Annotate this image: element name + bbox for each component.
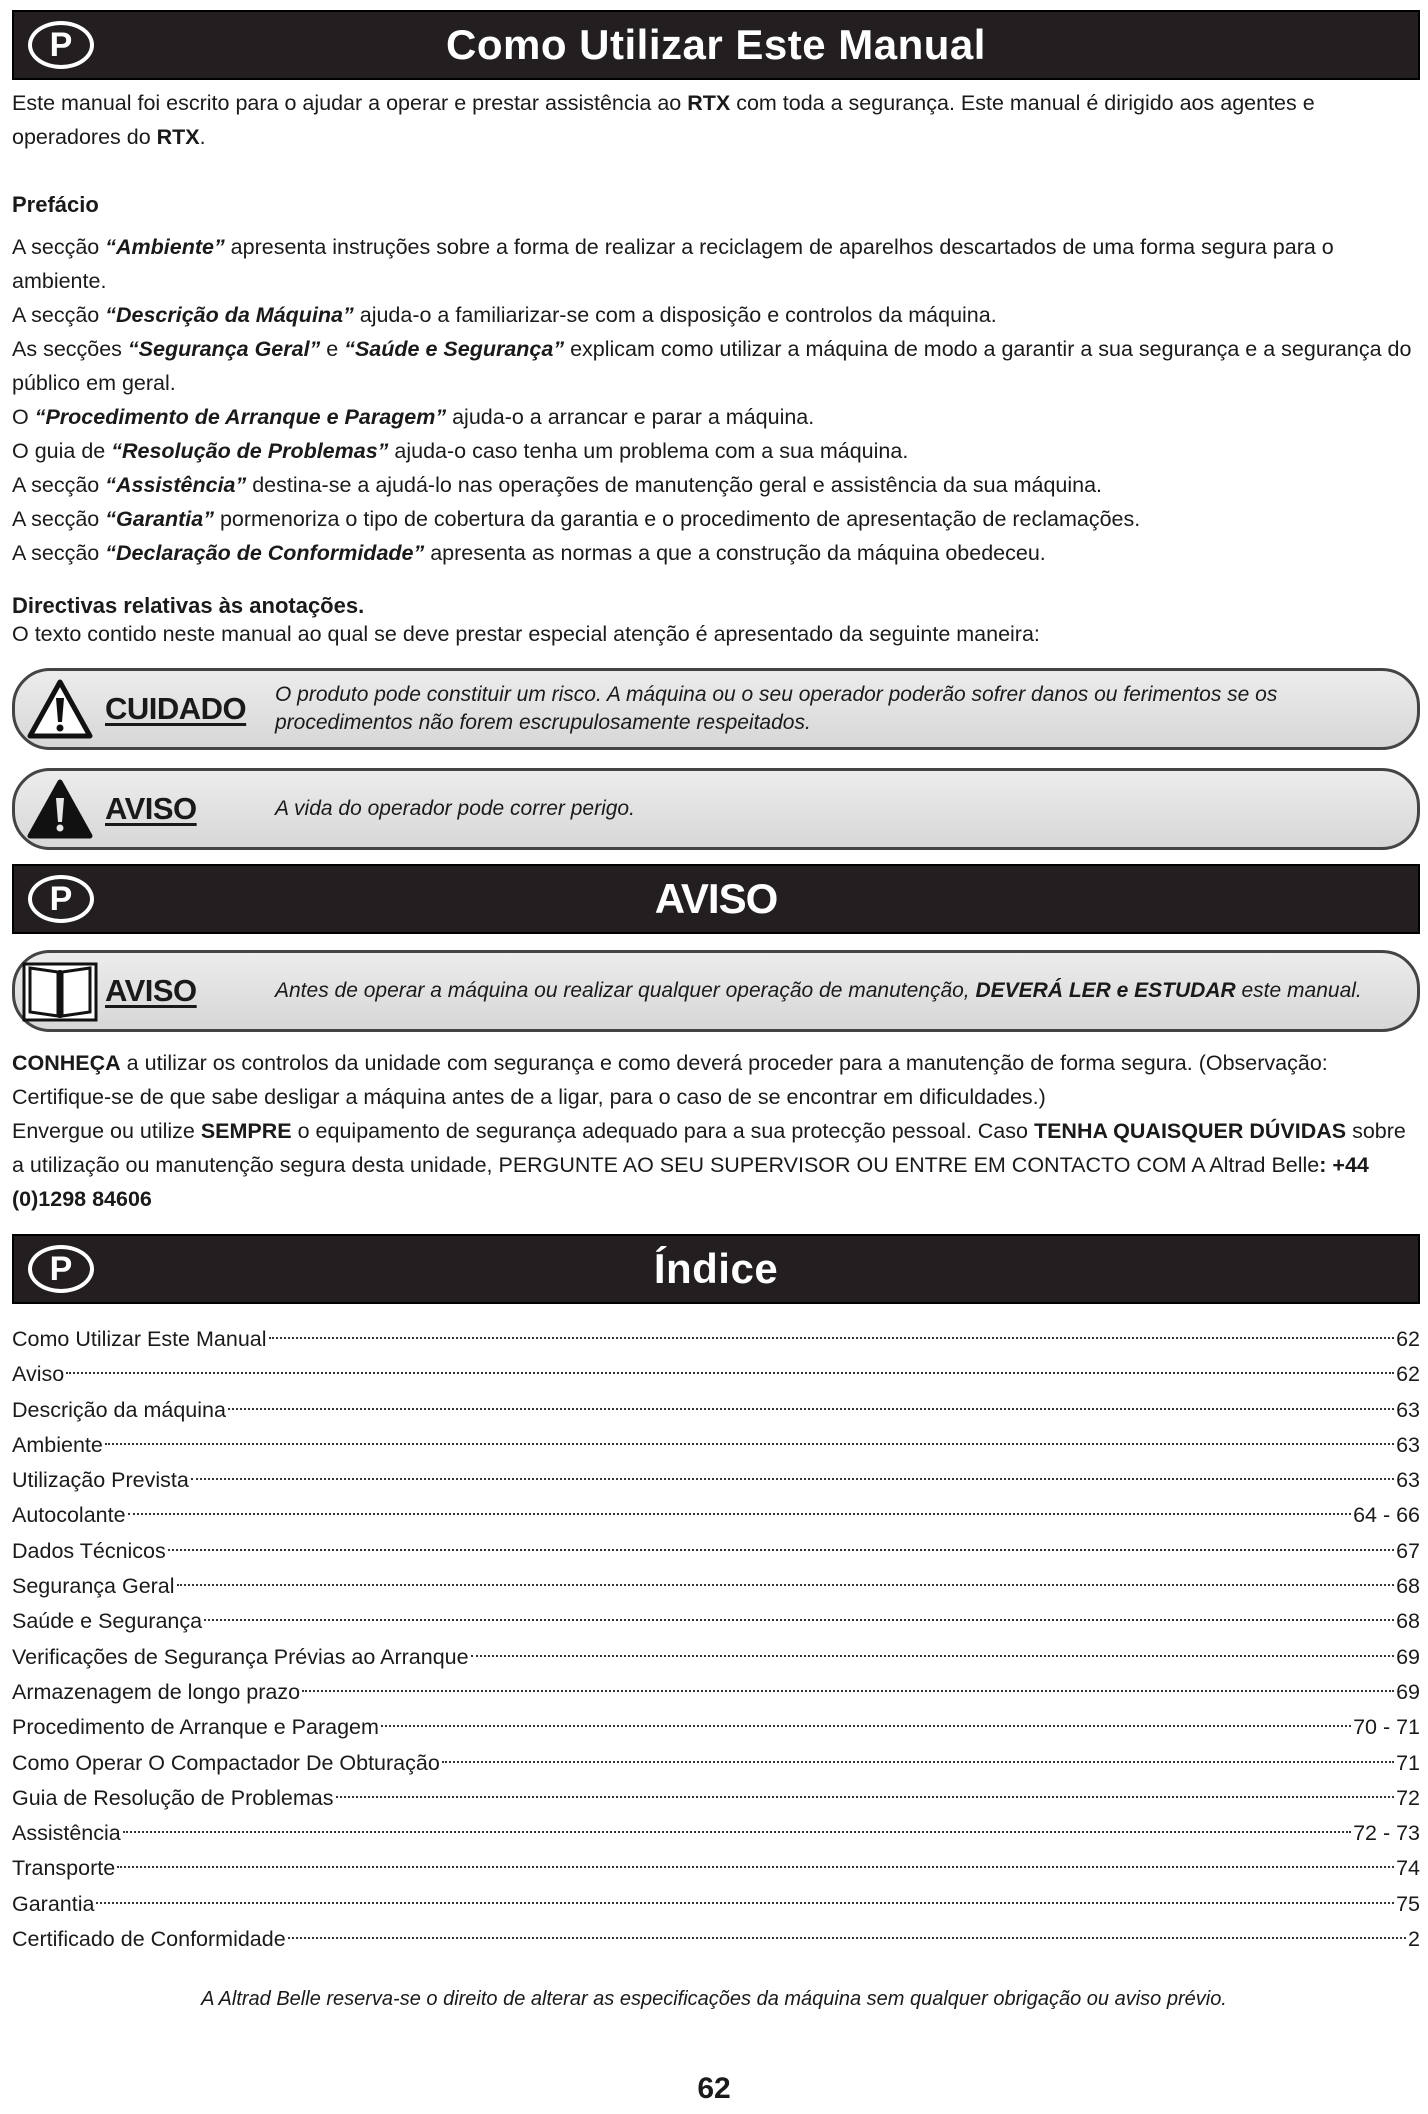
toc-entry[interactable]: Guia de Resolução de Problemas 72 [12,1785,1420,1810]
toc-entry[interactable]: Descrição da máquina 63 [12,1397,1420,1422]
toc-entry[interactable]: Transporte 74 [12,1856,1420,1881]
warning-text: A vida do operador pode correr perigo. [275,797,635,820]
preface-item: As secções “Segurança Geral” e “Saúde e Segurança” explicam como utilizar a máquina de modo a garantir a sua segurança e a segurança do público em geral. [12,337,1412,395]
aviso-title: AVISO [654,875,778,922]
toc-entry[interactable]: Certificado de Conformidade 2 [12,1927,1420,1952]
index-title: Índice [653,1245,779,1292]
toc-entry[interactable]: Procedimento de Arranque e Paragem 70 - 71 [12,1715,1420,1740]
directives-text: O texto contido neste manual ao qual se deve prestar especial atenção é apresentado da seguinte maneira: [12,622,1040,646]
toc-entry[interactable]: Armazenagem de longo prazo 69 [12,1679,1420,1704]
toc-entry[interactable]: Autocolante 64 - 66 [12,1503,1420,1528]
caution-label: CUIDADO [105,691,247,726]
section-banner-indice [12,1234,1420,1304]
preface-heading: Prefácio [12,192,99,217]
conheca-paragraph: CONHEÇA a utilizar os controlos da unidade com segurança e como deverá proceder para a manutenção de forma segura. (Observação: Certifique-se de que sabe desligar a máquina antes de a ligar, para o caso de se encontrar em dificuldades.) [12,1051,1328,1109]
read-manual-label: AVISO [105,973,197,1008]
caution-triangle-icon [15,678,105,740]
warning-notice [12,768,1420,850]
table-of-contents [12,1322,1420,1957]
manual-page [12,10,1420,1957]
preface-item: A secção “Assistência” destina-se a ajudá-lo nas operações de manutenção geral e assistência da sua máquina. [12,473,1103,497]
preface-item: A secção “Garantia” pormenoriza o tipo de cobertura da garantia e o procedimento de apresentação de reclamações. [12,507,1141,531]
warning-triangle-icon [15,778,105,840]
warning-label: AVISO [105,791,197,826]
page-title: Como Utilizar Este Manual [446,21,986,68]
toc-entry[interactable]: Utilização Prevista 63 [12,1468,1420,1493]
directives-heading: Directivas relativas às anotações. [12,593,365,618]
read-manual-notice [12,950,1420,1032]
preface-item: A secção “Ambiente” apresenta instruções sobre a forma de realizar a reciclagem de aparelhos descartados de uma forma segura para o ambiente. [12,235,1334,293]
preface-list [12,230,1420,570]
intro-paragraph: Este manual foi escrito para o ajudar a operar e prestar assistência ao RTX com toda a segurança. Este manual é dirigido aos agentes e operadores do RTX. [12,91,1315,149]
preface-item: A secção “Declaração de Conformidade” apresenta as normas a que a construção da máquina obedeceu. [12,541,1046,565]
portuguese-badge-icon: P [28,875,94,923]
toc-entry[interactable]: Dados Técnicos 67 [12,1538,1420,1563]
footer-disclaimer: A Altrad Belle reserva-se o direito de alterar as especificações da máquina sem qualquer obrigação ou aviso prévio. [201,1988,1227,2010]
page-number: 62 [697,2072,731,2105]
portuguese-badge-icon: P [28,1245,94,1293]
toc-entry[interactable]: Verificações de Segurança Prévias ao Arranque 69 [12,1644,1420,1669]
toc-entry[interactable]: Como Utilizar Este Manual 62 [12,1327,1420,1351]
toc-entry[interactable]: Como Operar O Compactador De Obturação 71 [12,1750,1420,1775]
caution-text: O produto pode constituir um risco. A máquina ou o seu operador poderão sofrer danos ou ferimentos se os procedimentos não forem escrupulosamente respeitados. [275,683,1278,734]
portuguese-badge-icon: P [28,21,94,69]
preface-item: O guia de “Resolução de Problemas” ajuda-o caso tenha um problema com a sua máquina. [12,439,909,463]
open-book-icon [15,958,105,1024]
preface-item: O “Procedimento de Arranque e Paragem” ajuda-o a arrancar e parar a máquina. [12,405,815,429]
read-manual-text: Antes de operar a máquina ou realizar qualquer operação de manutenção, DEVERÁ LER e ESTUDAR este manual. [275,979,1362,1002]
safety-contact-paragraph: Envergue ou utilize SEMPRE o equipamento de segurança adequado para a sua protecção pessoal. Caso TENHA QUAISQUER DÚVIDAS sobre a utilização ou manutenção segura desta unidade, PERGUNTE AO SEU SUPERVISOR OU ENTRE EM CONTACTO COM A Altrad Belle: +44 (0)1298 84606 [12,1119,1406,1211]
toc-entry[interactable]: Garantia 75 [12,1891,1420,1916]
toc-entry[interactable]: Saúde e Segurança 68 [12,1609,1420,1634]
toc-entry[interactable]: Assistência 72 - 73 [12,1821,1420,1846]
preface-item: A secção “Descrição da Máquina” ajuda-o a familiarizar-se com a disposição e controlos da máquina. [12,303,997,327]
section-banner-como-utilizar [12,10,1420,80]
toc-entry[interactable]: Aviso 62 [12,1362,1420,1387]
caution-notice [12,668,1420,750]
section-banner-aviso [12,864,1420,934]
toc-entry[interactable]: Segurança Geral 68 [12,1574,1420,1599]
toc-entry[interactable]: Ambiente 63 [12,1432,1420,1457]
